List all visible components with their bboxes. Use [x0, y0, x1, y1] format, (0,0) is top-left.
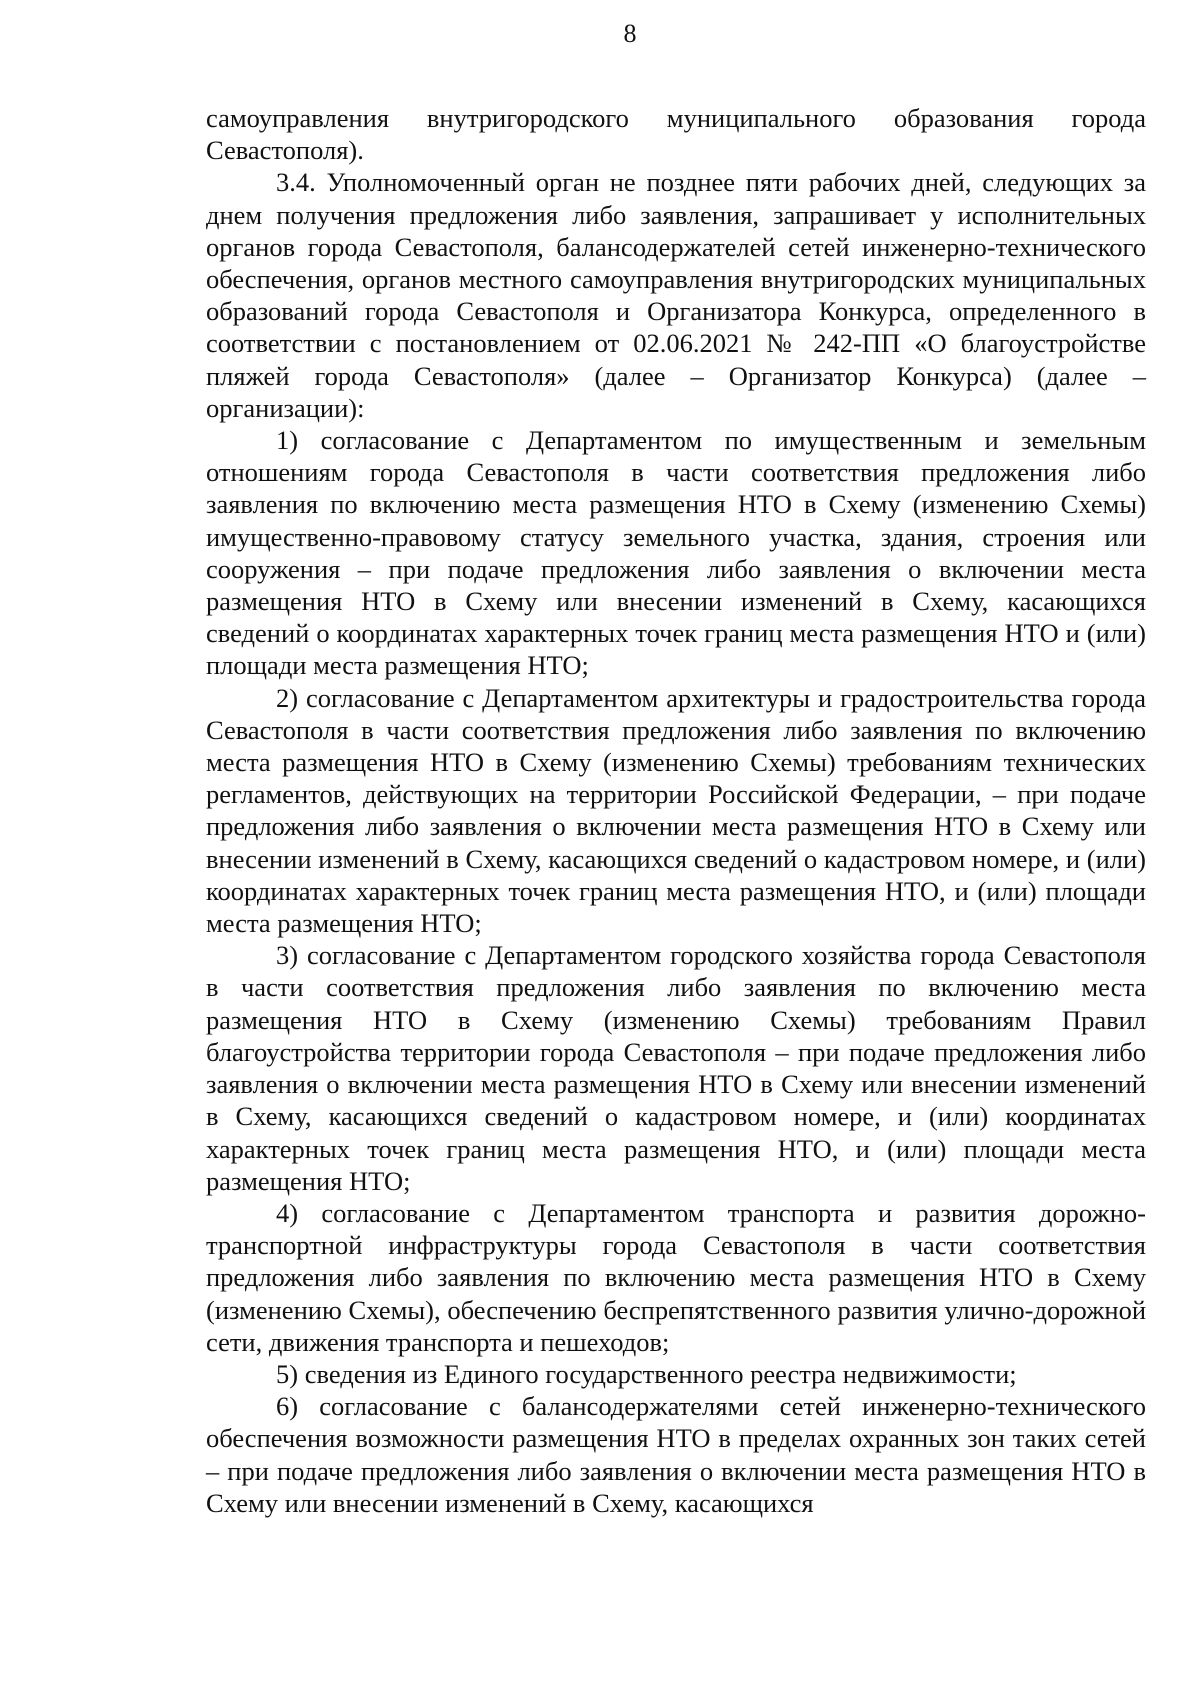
list-item-6: 6) согласование с балансодержателями сетей инженерно-технического обеспечения возможности размещения НТО в пределах охранных зон таких сетей – при подаче предложения либо заявления о включении места размещения НТО в Схему или внесении изменений в Схему, касающихся — [206, 1391, 1146, 1518]
list-item-4: 4) согласование с Департаментом транспорта и развития дорожно-транспортной инфраструктуры города Севастополя в части соответствия предложения либо заявления по включению места размещения НТО в Схему (изменению Схемы), обеспечению беспрепятственного развития улично-дорожной сети, движения транспорта и пешеходов; — [206, 1197, 1146, 1357]
list-item-1: 1) согласование с Департаментом по имущественным и земельным отношениям города Севастополя в части соответствия предложения либо заявления по включению места размещения НТО в Схему (изменению Схемы) имущественно-правовому статусу земельного участка, здания, строения или сооружения – при подаче предложения либо заявления о включении места размещения НТО в Схему или внесении изменений в Схему, касающихся сведений о координатах характерных точек границ места размещения НТО и (или) площади места размещения НТО; — [206, 425, 1146, 681]
page-number: 8 — [623, 19, 637, 48]
list-item-3: 3) согласование с Департаментом городского хозяйства города Севастополя в части соответствия предложения либо заявления по включению места размещения НТО в Схему (изменению Схемы) требованиям Правил благоустройства территории города Севастополя – при подаче предложения либо заявления о включении места размещения НТО в Схему или внесении изменений в Схему, касающихся сведений о кадастровом номере, и (или) координатах характерных точек границ места размещения НТО, и (или) площади места размещения НТО; — [206, 940, 1146, 1196]
paragraph-continuation: самоуправления внутригородского муниципального образования города Севастополя). — [206, 103, 1146, 166]
list-item-5: 5) сведения из Единого государственного реестра недвижимости; — [276, 1358, 1017, 1389]
paragraph-clause-3-4: 3.4. Уполномоченный орган не позднее пяти рабочих дней, следующих за днем получения предложения либо заявления, запрашивает у исполнительных органов города Севастополя, балансодержателей сетей инженерно-технического обеспечения, органов местного самоуправления внутригородских муниципальных образований города Севастополя и Организатора Конкурса, определенного в соответствии с постановлением от 02.06.2021 № 242-ПП «О благоустройстве пляжей города Севастополя» (далее – Организатор Конкурса) (далее – организации): — [206, 167, 1146, 423]
document-body — [206, 102, 1146, 1519]
list-item-2: 2) согласование с Департаментом архитектуры и градостроительства города Севастополя в части соответствия предложения либо заявления по включению места размещения НТО в Схему (изменению Схемы) требованиям технических регламентов, действующих на территории Российской Федерации, – при подаче предложения либо заявления о включении места размещения НТО в Схему или внесении изменений в Схему, касающихся сведений о кадастровом номере, и (или) координатах характерных точек границ места размещения НТО, и (или) площади места размещения НТО; — [206, 682, 1146, 939]
